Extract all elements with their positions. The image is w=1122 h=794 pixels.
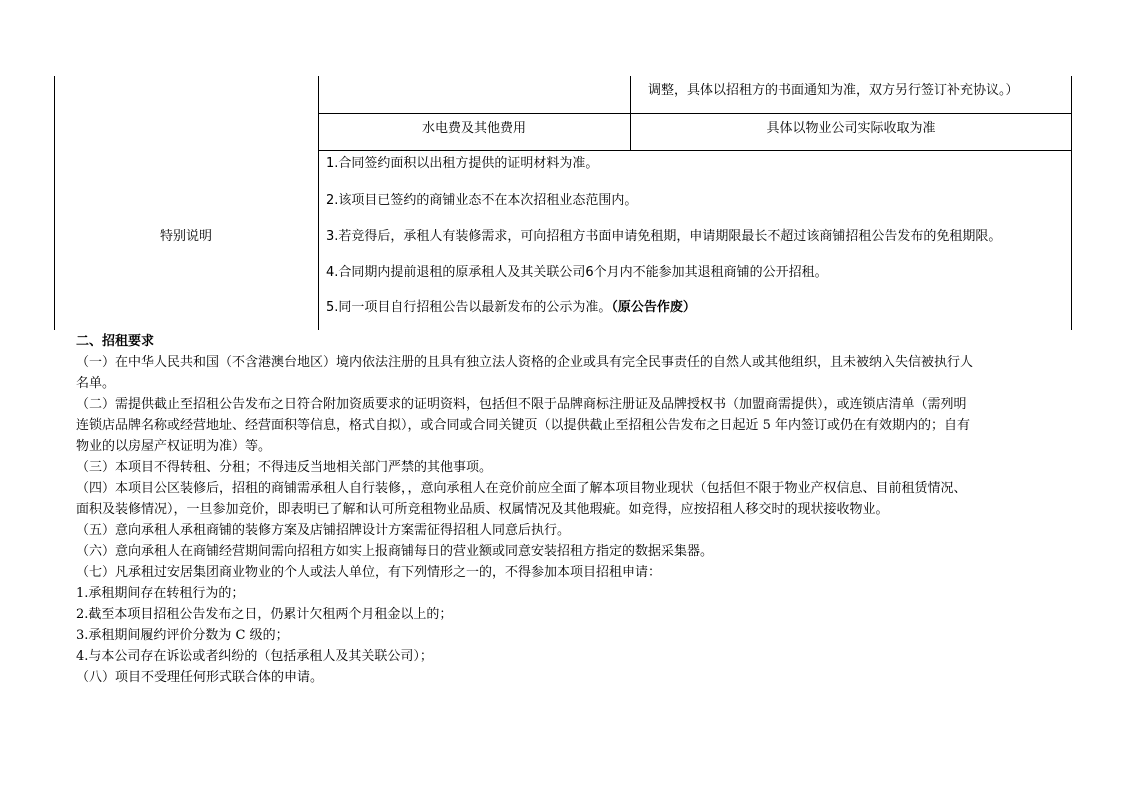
requirement-line: （四）本项目公区装修后，招租的商铺需承租人自行装修，，意向承租人在竞价前应全面了解本项目物业现状（包括但不限于物业产权信息、目前租赁情况、 xyxy=(76,481,967,496)
special-note-3: 3.若竞得后，承租人有装修需求，可向招租方书面申请免租期，申请期限最长不超过该商铺招租公告发布的免租期限。 xyxy=(326,229,1002,244)
requirement-line: 面积及装修情况），一旦参加竞价，即表明已了解和认可所竞租物业品质、权属情况及其他瑕疵。如竞得，应按招租人移交时的现状接收物业。 xyxy=(76,502,889,517)
rental-requirements-section xyxy=(76,331,1066,688)
table-row-line-1 xyxy=(318,113,1072,114)
special-note-2: 2.该项目已签约的商铺业态不在本次招租业态范围内。 xyxy=(326,193,638,208)
requirement-line: （六）意向承租人在商铺经营期间需向招租方如实上报商铺每日的营业额或同意安装招租方指定的数据采集器。 xyxy=(76,544,714,559)
requirement-line: 4.与本公司存在诉讼或者纠纷的（包括承租人及其关联公司）； xyxy=(76,649,433,664)
special-note-5-text: 5.同一项目自行招租公告以最新发布的公示为准。 xyxy=(326,300,612,315)
section-heading: 二、招租要求 xyxy=(76,334,155,349)
requirement-line: （三）本项目不得转租、分租；不得违反当地相关部门严禁的其他事项。 xyxy=(76,460,493,475)
requirement-line: （七）凡承租过安居集团商业物业的个人或法人单位，有下列情形之一的，不得参加本项目招租申请： xyxy=(76,565,662,580)
utilities-label: 水电费及其他费用 xyxy=(421,121,527,136)
requirement-line: 连锁店品牌名称或经营地址、经营面积等信息，格式自拟），或合同或合同关键页（以提供截止至招租公告发布之日起近 5 年内签订或仍在有效期内的；自有 xyxy=(76,418,971,433)
rent-adjust-note: 调整，具体以招租方的书面通知为准，双方另行签订补充协议。） xyxy=(648,83,1019,98)
requirement-line: 1.承租期间存在转租行为的； xyxy=(76,586,245,601)
requirement-line: 2.截至本项目招租公告发布之日，仍累计欠租两个月租金以上的； xyxy=(76,607,453,622)
special-note-5 xyxy=(326,300,696,316)
table-row-line-2 xyxy=(318,150,1072,151)
special-notes-label: 特别说明 xyxy=(159,229,213,244)
requirement-line: （一）在中华人民共和国（不含港澳台地区）境内依法注册的且具有独立法人资格的企业或具有完全民事责任的自然人或其他组织，且未被纳入失信被执行人 xyxy=(76,355,974,370)
special-note-5-bold: （原公告作废） xyxy=(611,300,696,315)
requirement-line: （八）项目不受理任何形式联合体的申请。 xyxy=(76,670,324,685)
table-divider-label xyxy=(318,76,319,330)
requirement-line: 物业的以房屋产权证明为准）等。 xyxy=(76,439,272,454)
requirement-line: （五）意向承租人承租商铺的装修方案及店铺招牌设计方案需征得招租人同意后执行。 xyxy=(76,523,571,538)
special-note-4: 4.合同期内提前退租的原承租人及其关联公司6个月内不能参加其退租商铺的公开招租。 xyxy=(326,265,828,280)
requirement-line: （二）需提供截止至招租公告发布之日符合附加资质要求的证明资料，包括但不限于品牌商标注册证及品牌授权书（加盟商需提供），或连锁店清单（需列明 xyxy=(76,397,967,412)
table-border-right xyxy=(1071,76,1072,330)
requirement-line: 名单。 xyxy=(76,376,116,391)
requirement-line: 3.承租期间履约评价分数为 C 级的； xyxy=(76,628,289,643)
utilities-value: 具体以物业公司实际收取为准 xyxy=(766,121,936,136)
special-note-1: 1.合同签约面积以出租方提供的证明材料为准。 xyxy=(326,156,599,171)
table-border-left xyxy=(54,76,55,330)
